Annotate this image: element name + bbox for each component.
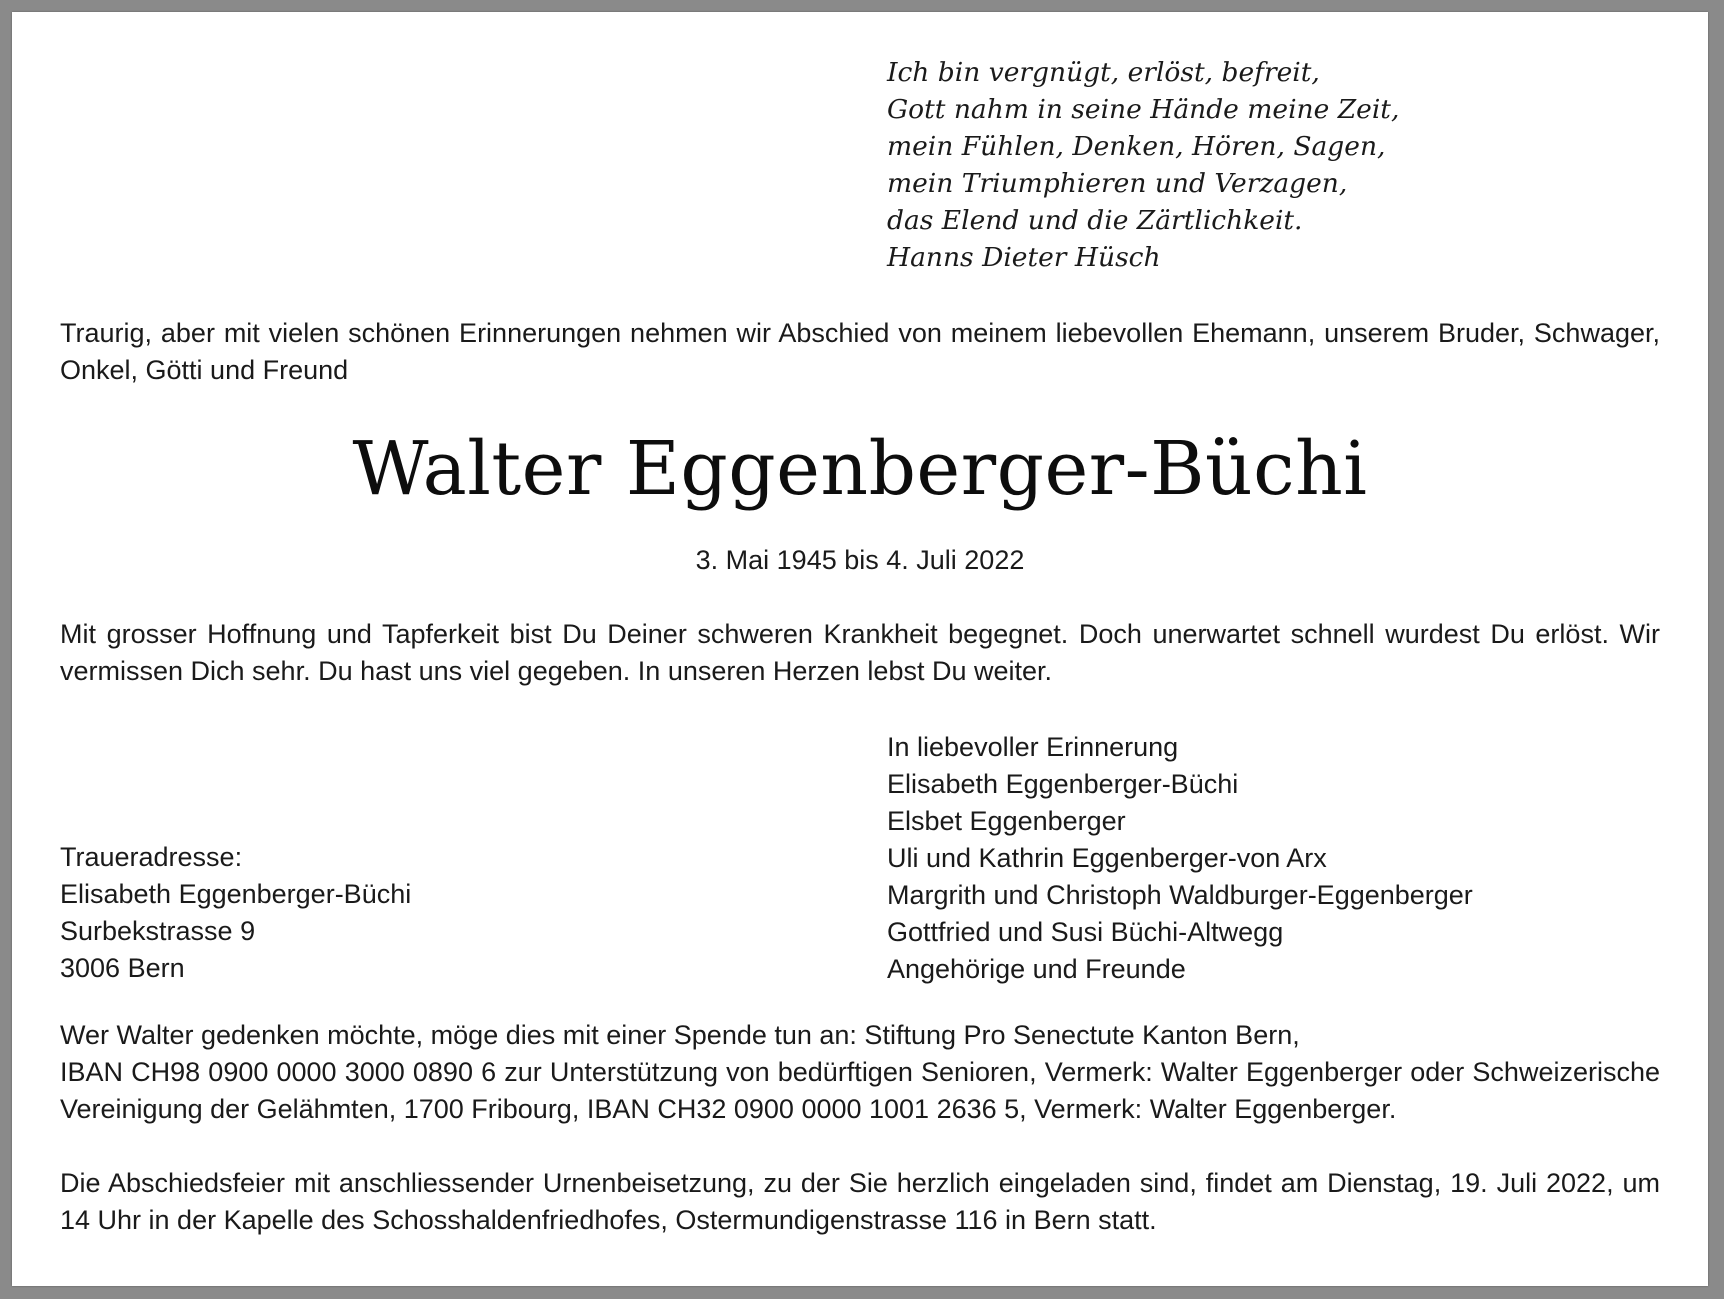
farewell-message: Mit grosser Hoffnung und Tapferkeit bist Du Deiner schweren Krankheit begegnet. Doch unerwartet schnell wurdest Du erlöst. Wir vermissen Dich sehr. Du hast uns viel gegeben. In unseren Herzen lebst Du weiter. (60, 619, 1660, 686)
signers-list (887, 729, 1473, 988)
signer-name: Gottfried und Susi Büchi-Altwegg (887, 917, 1284, 947)
donation-details: IBAN CH98 0900 0000 3000 0890 6 zur Unterstützung von bedürftigen Senioren, Vermerk: Walter Eggenberger oder Schweizerische Vereinigung der Gelähmten, 1700 Fribourg, IBAN CH32 0900 0000 1001 2636 5, Vermerk: Walter Eggenberger. (60, 1057, 1660, 1124)
signer-name: Uli und Kathrin Eggenberger-von Arx (887, 843, 1327, 873)
mourning-address (60, 839, 411, 987)
poem-line: Ich bin vergnügt, erlöst, befreit, (887, 57, 1320, 88)
signer-name: Elisabeth Eggenberger-Büchi (887, 769, 1239, 799)
poem-line: das Elend und die Zärtlichkeit. (887, 205, 1303, 236)
address-name: Elisabeth Eggenberger-Büchi (60, 879, 412, 909)
signer-name: Angehörige und Freunde (887, 954, 1186, 984)
donation-line: Wer Walter gedenken möchte, möge dies mit einer Spende tun an: Stiftung Pro Senectute Kanton Bern, (60, 1020, 1300, 1050)
deceased-name: Walter Eggenberger-Büchi (352, 426, 1368, 512)
poem-line: mein Fühlen, Denken, Hören, Sagen, (887, 131, 1386, 162)
poem-author: Hanns Dieter Hüsch (887, 242, 1161, 273)
ceremony-notice: Die Abschiedsfeier mit anschliessender Urnenbeisetzung, zu der Sie herzlich eingeladen sind, findet am Dienstag, 19. Juli 2022, um 14 Uhr in der Kapelle des Schosshaldenfriedhofes, Ostermundigenstrasse 116 in Bern statt. (60, 1168, 1660, 1235)
address-label: Traueradresse: (60, 842, 243, 872)
signer-name: Margrith und Christoph Waldburger-Eggenberger (887, 880, 1473, 910)
address-city: 3006 Bern (60, 953, 185, 983)
donation-notice (60, 1017, 1660, 1128)
intro-text: Traurig, aber mit vielen schönen Erinnerungen nehmen wir Abschied von meinem liebevollen Ehemann, unserem Bruder, Schwager, Onkel, Götti und Freund (60, 318, 1660, 385)
obituary-page (12, 12, 1708, 1286)
poem-line: Gott nahm in seine Hände meine Zeit, (887, 94, 1400, 125)
life-dates: 3. Mai 1945 bis 4. Juli 2022 (695, 545, 1025, 575)
signer-name: Elsbet Eggenberger (887, 806, 1126, 836)
poem-line: mein Triumphieren und Verzagen, (887, 168, 1348, 199)
poem (887, 54, 1399, 276)
address-street: Surbekstrasse 9 (60, 916, 256, 946)
signers-heading: In liebevoller Erinnerung (887, 732, 1179, 762)
